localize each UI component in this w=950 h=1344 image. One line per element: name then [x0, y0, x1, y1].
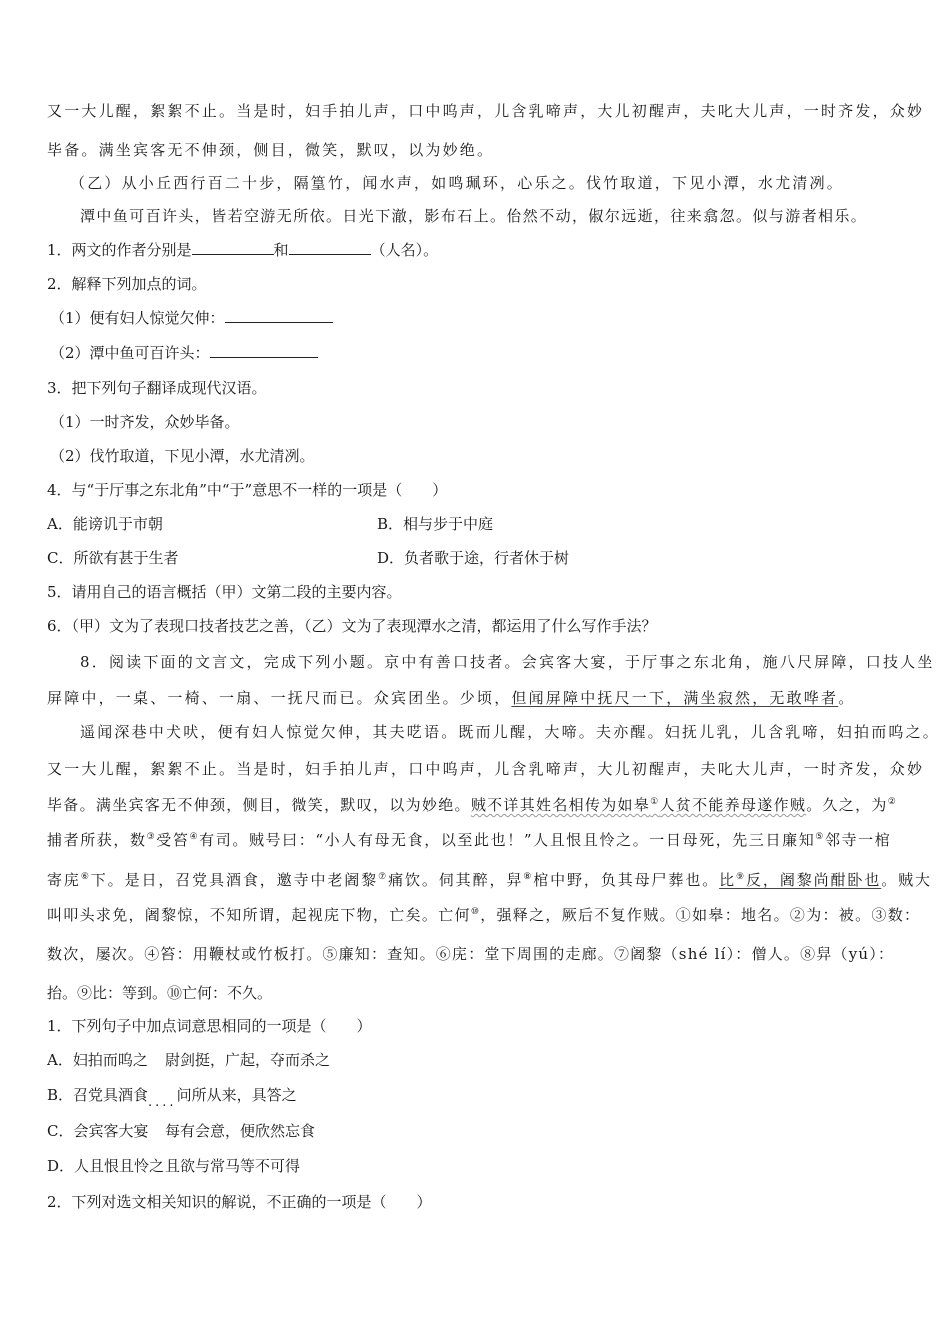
- question-8-1: 1．下列句子中加点词意思相同的一项是（ ）: [47, 1017, 372, 1035]
- passage-text: 。贼大: [881, 871, 932, 889]
- answer-blank-q2-2[interactable]: [210, 343, 318, 358]
- passage-text: 下。是日，召党具酒食，邀寺中老阇黎: [90, 871, 379, 889]
- passage-yi-line: 潭中鱼可百许头，皆若空游无所依。日光下澈，影布石上。佁然不动，俶尔远逝，往来翕忽。似与游者相乐。: [80, 207, 868, 225]
- passage-text: 捕者所获，数: [47, 831, 147, 849]
- question-8-1-option-c[interactable]: [47, 1121, 315, 1141]
- question-8-1-option-b[interactable]: [47, 1085, 297, 1113]
- passage-8-line: [47, 870, 932, 890]
- passage-text: 有司。贼号曰：“小人有母无食，以至此也！”人且恨且怜之。一日母死，先三日廉知: [199, 831, 816, 849]
- passage-text: 贼不详其姓名相传为如皋: [470, 796, 651, 814]
- question-1-mid: 和: [273, 241, 289, 259]
- footnote-marker: ⑧: [523, 872, 534, 882]
- footnotes-line: 抬。⑨比：等到。⑩亡何：不久。: [47, 984, 273, 1002]
- question-4-option-d[interactable]: D．负者歌于途，行者休于树: [377, 549, 570, 567]
- question-5: 5．请用自己的语言概括（甲）文第二段的主要内容。: [47, 583, 402, 601]
- underlined-sentence: [719, 871, 881, 889]
- question-1-prefix: 1．两文的作者分别是: [47, 241, 192, 259]
- passage-8-line: [47, 905, 920, 925]
- question-3: 3．把下列句子翻译成现代汉语。: [47, 379, 267, 397]
- passage-text: 。: [838, 689, 856, 707]
- option-label: C．会宾客大宴: [47, 1122, 149, 1140]
- answer-blank-author-2[interactable]: [289, 240, 371, 255]
- passage-text: 毕备。满坐宾客无不伸颈，侧目，微笑，默叹，以为妙绝。: [47, 796, 471, 814]
- passage-text: 受笞: [156, 831, 190, 849]
- footnote-marker: ⑩: [470, 907, 481, 917]
- passage-8-line: [47, 688, 855, 708]
- question-8-1-option-a[interactable]: [47, 1050, 330, 1070]
- question-2-item-2: [50, 343, 318, 363]
- passage-8-line: 8．阅读下面的文言文，完成下列小题。京中有善口技者。会宾客大宴，于厅事之东北角，施八尺屏障，口技人坐: [80, 653, 935, 671]
- option-label: B．召党具酒食: [47, 1086, 149, 1104]
- question-1-suffix: （人名）。: [370, 241, 439, 259]
- question-3-item-2: （2）伐竹取道，下见小潭，水尤清冽。: [50, 447, 315, 465]
- passage-text: 痛饮。伺其醉，舁: [388, 871, 524, 889]
- question-2-item-2-label: （2）潭中鱼可百许头：: [50, 344, 210, 362]
- question-8-1-option-d[interactable]: [47, 1156, 300, 1176]
- answer-blank-q2-1[interactable]: [225, 308, 333, 323]
- question-4: 4．与“于厅事之东北角”中“于”意思不一样的一项是（ ）: [47, 481, 448, 499]
- passage-8-line: [47, 830, 891, 850]
- question-4-option-b[interactable]: B．相与步于中庭: [377, 515, 494, 533]
- passage-text: ，强释之，厥后不复作贼。①如皋：地名。②为：被。③数：: [480, 906, 921, 924]
- option-pair-text: 尉剑挺，广起，夺而杀之: [165, 1051, 331, 1069]
- passage-text: 屏障中，一桌、一椅、一扇、一抚尺而已。众宾团坐。少顷，: [47, 689, 512, 707]
- passage-text: 反，阇黎尚酣卧也: [746, 871, 882, 889]
- question-4-option-c[interactable]: C．所欲有甚于生者: [47, 549, 179, 567]
- option-label: A．妇拍而呜之: [47, 1051, 148, 1069]
- footnote-marker: ⑥: [80, 872, 91, 882]
- footnote-marker: ②: [887, 797, 898, 807]
- passage-text: 叫叩头求免，阇黎惊，不知所谓，起视庑下物，亡矣。亡何: [47, 906, 471, 924]
- passage-jia-tail-line: 毕备。满坐宾客无不伸颈，侧目，微笑，默叹，以为妙绝。: [47, 141, 495, 159]
- passage-text: 比: [719, 871, 737, 889]
- question-6: 6．（甲）文为了表现口技者技艺之善，（乙）文为了表现潭水之清，都运用了什么写作手法？: [47, 617, 657, 635]
- question-2-item-1-label: （1）便有妇人惊觉欠伸：: [50, 309, 225, 327]
- question-2-item-1: [50, 308, 333, 328]
- question-8-2: 2．下列对选文相关知识的解说，不正确的一项是（ ）: [47, 1193, 432, 1211]
- question-2: 2．解释下列加点的词。: [47, 275, 207, 293]
- passage-8-line: 又一大儿醒，絮絮不止。当是时，妇手拍儿声，口中呜声，儿含乳啼声，大儿初醒声，夫叱大儿声，一时齐发，众妙: [47, 760, 925, 778]
- footnote-marker: ③: [146, 832, 157, 842]
- question-4-option-a[interactable]: A．能谤讥于市朝: [47, 515, 163, 533]
- emphasis-dots: ....: [148, 1095, 177, 1110]
- passage-yi-line: （乙）从小丘西行百二十步，隔篁竹，闻水声，如鸣珮环，心乐之。伐竹取道，下见小潭，水尤清冽。: [70, 174, 845, 192]
- option-pair-text: 问所从来，具答之: [176, 1086, 297, 1104]
- passage-text: 棺中野，负其母尸葬也。: [533, 871, 720, 889]
- footnote-marker: ⑤: [815, 832, 825, 842]
- footnote-marker: ①: [650, 797, 660, 807]
- answer-blank-author-1[interactable]: [192, 240, 274, 255]
- footnote-marker: ④: [189, 832, 200, 842]
- question-3-item-1: （1）一时齐发，众妙毕备。: [50, 413, 240, 431]
- option-pair-text: 且欲与常马等不可得: [165, 1157, 301, 1175]
- passage-8-line: [47, 795, 897, 815]
- passage-8-line: 遥闻深巷中犬吠，便有妇人惊觉欠伸，其夫呓语。既而儿醒，大啼。夫亦醒。妇抚儿乳，儿含乳啼，妇拍而呜之。: [80, 723, 941, 741]
- passage-text: 寄庑: [47, 871, 81, 889]
- passage-jia-tail-line: 又一大儿醒，絮絮不止。当是时，妇手拍儿声，口中呜声，儿含乳啼声，大儿初醒声，夫叱大儿声，一时齐发，众妙: [47, 102, 925, 120]
- footnote-marker: ⑦: [378, 872, 389, 882]
- footnote-marker: ⑨: [736, 872, 747, 882]
- option-label: D．人且恨且怜之: [47, 1157, 165, 1175]
- passage-text: 邻寺一棺: [824, 831, 892, 849]
- passage-text: 。久之，为: [806, 796, 888, 814]
- footnotes-line: 数次，屡次。④笞：用鞭杖或竹板打。⑤廉知：查知。⑥庑：堂下周围的走廊。⑦阇黎（shé lí）：僧人。⑧舁（yú）：: [47, 945, 895, 963]
- passage-text: 人贫不能养母遂作贼: [659, 796, 807, 814]
- wavy-underlined-sentence: [471, 796, 806, 814]
- option-pair-text: 每有会意，便欣然忘食: [165, 1122, 316, 1140]
- underlined-sentence: 但闻屏障中抚尺一下，满坐寂然，无敢哗者: [511, 689, 839, 707]
- question-1: [47, 240, 438, 260]
